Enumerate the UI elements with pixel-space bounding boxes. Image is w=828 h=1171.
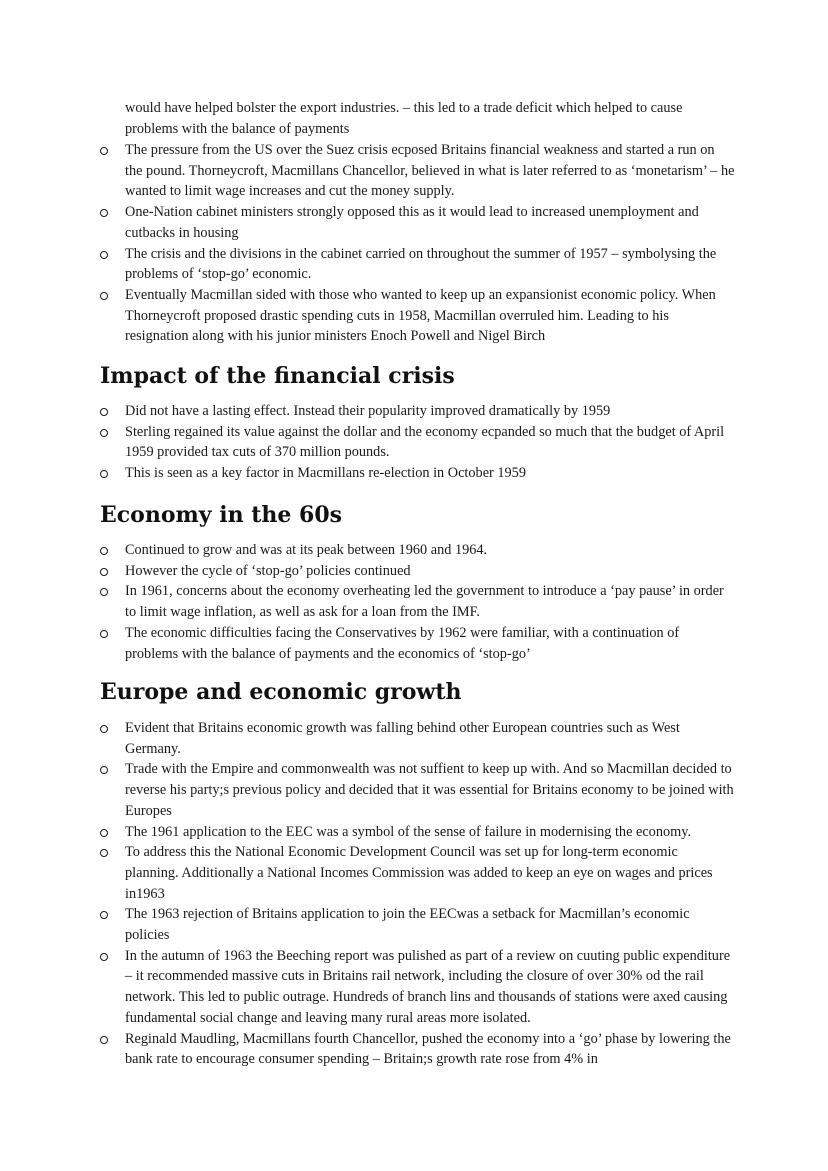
list-item-text: Continued to grow and was at its peak between 1960 and 1964.	[125, 542, 488, 558]
list-item	[100, 401, 735, 422]
circle-bullet-icon	[100, 630, 108, 638]
impact-list	[100, 401, 735, 484]
list-item	[100, 904, 735, 945]
list-item	[100, 422, 735, 463]
circle-bullet-icon	[100, 953, 108, 961]
list-item	[100, 623, 735, 664]
continuation-paragraph: would have helped bolster the export industries. – this led to a trade deficit which helped to cause problems with the balance of payments	[125, 100, 683, 137]
list-item	[100, 1029, 735, 1070]
list-item-text: To address this the National Economic Development Council was set up for long-term economic planning. Additionally a National Incomes Commission was added to keep an eye on wages and prices in1963	[125, 844, 713, 902]
circle-bullet-icon	[100, 251, 108, 259]
list-item-text: The economic difficulties facing the Conservatives by 1962 were familiar, with a continuation of problems with the balance of payments and the economics of ‘stop-go’	[125, 624, 680, 662]
list-item	[100, 463, 735, 484]
circle-bullet-icon	[100, 429, 108, 437]
europe-growth-list	[100, 718, 735, 1070]
circle-bullet-icon	[100, 1036, 108, 1044]
circle-bullet-icon	[100, 147, 108, 155]
list-item-text: The crisis and the divisions in the cabinet carried on throughout the summer of 1957 – symbolysing the problems of ‘stop-go’ economic.	[125, 245, 717, 283]
list-item-text: This is seen as a key factor in Macmillans re-election in October 1959	[125, 465, 526, 482]
list-item	[100, 285, 735, 347]
section-heading-impact: Impact of the financial crisis	[100, 363, 455, 389]
list-item	[100, 822, 735, 843]
list-item-text: Reginald Maudling, Macmillans fourth Chancellor, pushed the economy into a ‘go’ phase by lowering the bank rate to encourage consumer spending – Britain;s growth rate rose from 4% in	[125, 1030, 731, 1068]
circle-bullet-icon	[100, 209, 108, 217]
list-item-text: The 1963 rejection of Britains application to join the EECwas a setback for Macmillan’s economic policies	[125, 906, 690, 944]
list-item-text: Eventually Macmillan sided with those who wanted to keep up an expansionist economic policy. When Thorneycroft proposed drastic spending cuts in 1958, Macmillan overruled him. Leading to his resignation along with his junior ministers Enoch Powell and Nigel Birch	[125, 286, 716, 345]
circle-bullet-icon	[100, 588, 108, 596]
section-heading-60s: Economy in the 60s	[100, 502, 343, 528]
circle-bullet-icon	[100, 911, 108, 919]
list-item	[100, 718, 735, 759]
circle-bullet-icon	[100, 470, 108, 478]
list-item-text: Did not have a lasting effect. Instead their popularity improved dramatically by 1959	[125, 403, 611, 419]
list-item	[100, 540, 735, 561]
list-item	[100, 842, 735, 904]
circle-bullet-icon	[100, 408, 108, 416]
circle-bullet-icon	[100, 829, 108, 837]
list-item-text: However the cycle of ‘stop-go’ policies continued	[125, 562, 411, 579]
list-item-text: Trade with the Empire and commonwealth was not suffient to keep up with. And so Macmillan decided to reverse his party;s previous policy and decided that it was essential for Britains economy to be joined with Europes	[125, 761, 734, 819]
circle-bullet-icon	[100, 547, 108, 555]
list-item	[100, 759, 735, 821]
list-item-text: Evident that Britains economic growth was falling behind other European countries such as West Germany.	[125, 720, 680, 757]
suez-crisis-list	[100, 140, 735, 347]
list-item-text: The 1961 application to the EEC was a symbol of the sense of failure in modernising the economy.	[125, 823, 692, 840]
section-heading-europe: Europe and economic growth	[100, 679, 462, 705]
list-item	[100, 244, 735, 285]
list-item-text: The pressure from the US over the Suez crisis ecposed Britains financial weakness and started a run on the pound. Thorneycroft, Macmillans Chancellor, believed in what is later referred to as ‘monetarism’ – he wanted to limit wage increases and cut the money supply.	[125, 142, 735, 200]
circle-bullet-icon	[100, 766, 108, 774]
list-item	[100, 561, 735, 582]
list-item-text: In 1961, concerns about the economy overheating led the government to introduce a ‘pay pause’ in order to limit wage inflation, as well as ask for a loan from the IMF.	[125, 583, 724, 621]
economy-60s-list	[100, 540, 735, 664]
list-item-text: One-Nation cabinet ministers strongly opposed this as it would lead to increased unemployment and cutbacks in housing	[125, 204, 699, 241]
list-item	[100, 581, 735, 622]
list-item-text: Sterling regained its value against the dollar and the economy ecpanded so much that the budget of April 1959 provided tax cuts of 370 million pounds.	[125, 423, 725, 461]
list-item	[100, 202, 735, 243]
list-item	[100, 946, 735, 1029]
list-item-text: In the autumn of 1963 the Beeching report was pulished as part of a review on cuuting public expenditure – it recommended massive cuts in Britains rail network, including the closure of over 30% od the rail network. This led to public outrage. Hundreds of branch lins and thousands of stations were axed causing fundamental social change and leaving many rural areas more isolated.	[125, 947, 731, 1026]
circle-bullet-icon	[100, 849, 108, 857]
circle-bullet-icon	[100, 568, 108, 576]
circle-bullet-icon	[100, 725, 108, 733]
circle-bullet-icon	[100, 292, 108, 300]
list-item	[100, 140, 735, 202]
